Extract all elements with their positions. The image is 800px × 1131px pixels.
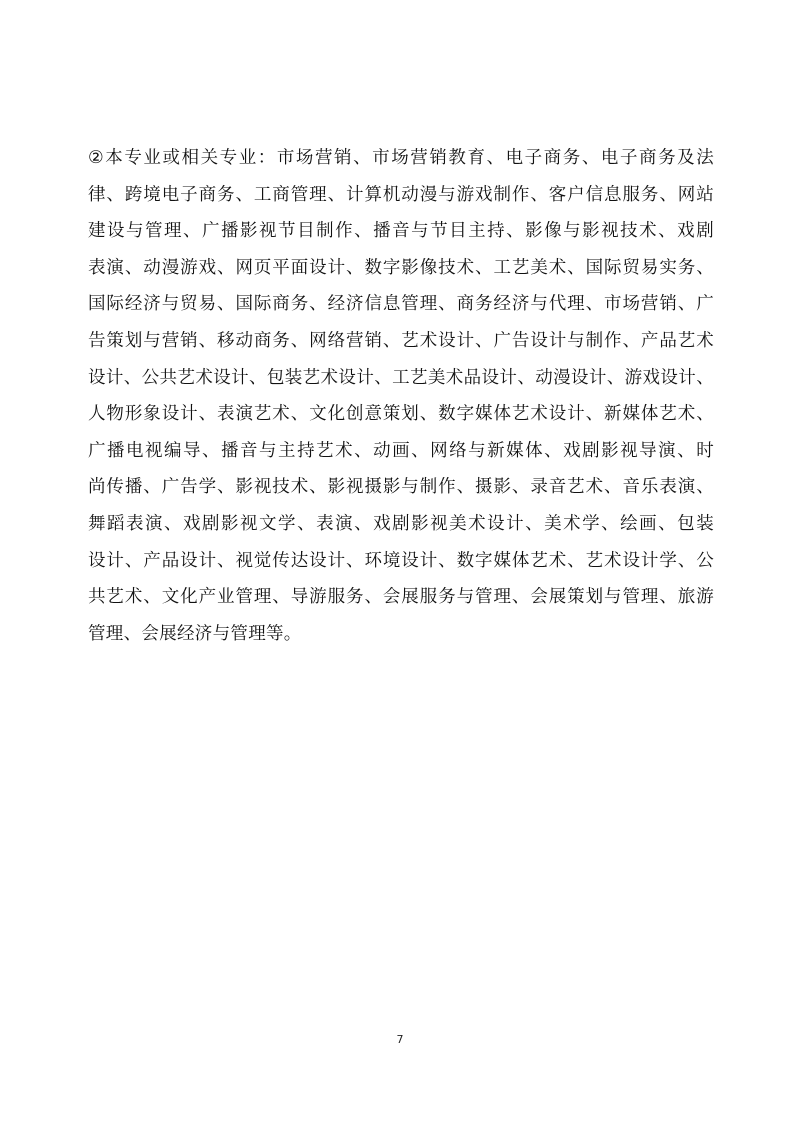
paragraph-line: 国际经济与贸易、国际商务、经济信息管理、商务经济与代理、市场营销、广 xyxy=(88,294,714,315)
paragraph-line: ②本专业或相关专业：市场营销、市场营销教育、电子商务、电子商务及法 xyxy=(88,148,714,168)
paragraph-line: 设计、产品设计、视觉传达设计、环境设计、数字媒体艺术、艺术设计学、公 xyxy=(88,550,714,571)
paragraph-line: 管理、会展经济与管理等。 xyxy=(88,623,302,644)
paragraph-line: 设计、公共艺术设计、包装艺术设计、工艺美术品设计、动漫设计、游戏设计、 xyxy=(88,367,714,388)
paragraph-line: 舞蹈表演、戏剧影视文学、表演、戏剧影视美术设计、美术学、绘画、包装 xyxy=(88,513,714,534)
paragraph-line: 人物形象设计、表演艺术、文化创意策划、数字媒体艺术设计、新媒体艺术、 xyxy=(88,404,714,425)
related-majors-paragraph xyxy=(88,140,714,652)
paragraph-line: 律、跨境电子商务、工商管理、计算机动漫与游戏制作、客户信息服务、网站 xyxy=(88,184,714,205)
paragraph-line: 表演、动漫游戏、网页平面设计、数字影像技术、工艺美术、国际贸易实务、 xyxy=(88,257,714,278)
paragraph-line: 尚传播、广告学、影视技术、影视摄影与制作、摄影、录音艺术、音乐表演、 xyxy=(88,477,714,498)
page-number: 7 xyxy=(396,1033,404,1046)
paragraph-line: 告策划与营销、移动商务、网络营销、艺术设计、广告设计与制作、产品艺术 xyxy=(88,330,714,351)
paragraph-line: 广播电视编导、播音与主持艺术、动画、网络与新媒体、戏剧影视导演、时 xyxy=(88,440,714,461)
paragraph-line: 共艺术、文化产业管理、导游服务、会展服务与管理、会展策划与管理、旅游 xyxy=(88,587,714,608)
paragraph-line: 建设与管理、广播影视节目制作、播音与节目主持、影像与影视技术、戏剧 xyxy=(88,221,714,242)
